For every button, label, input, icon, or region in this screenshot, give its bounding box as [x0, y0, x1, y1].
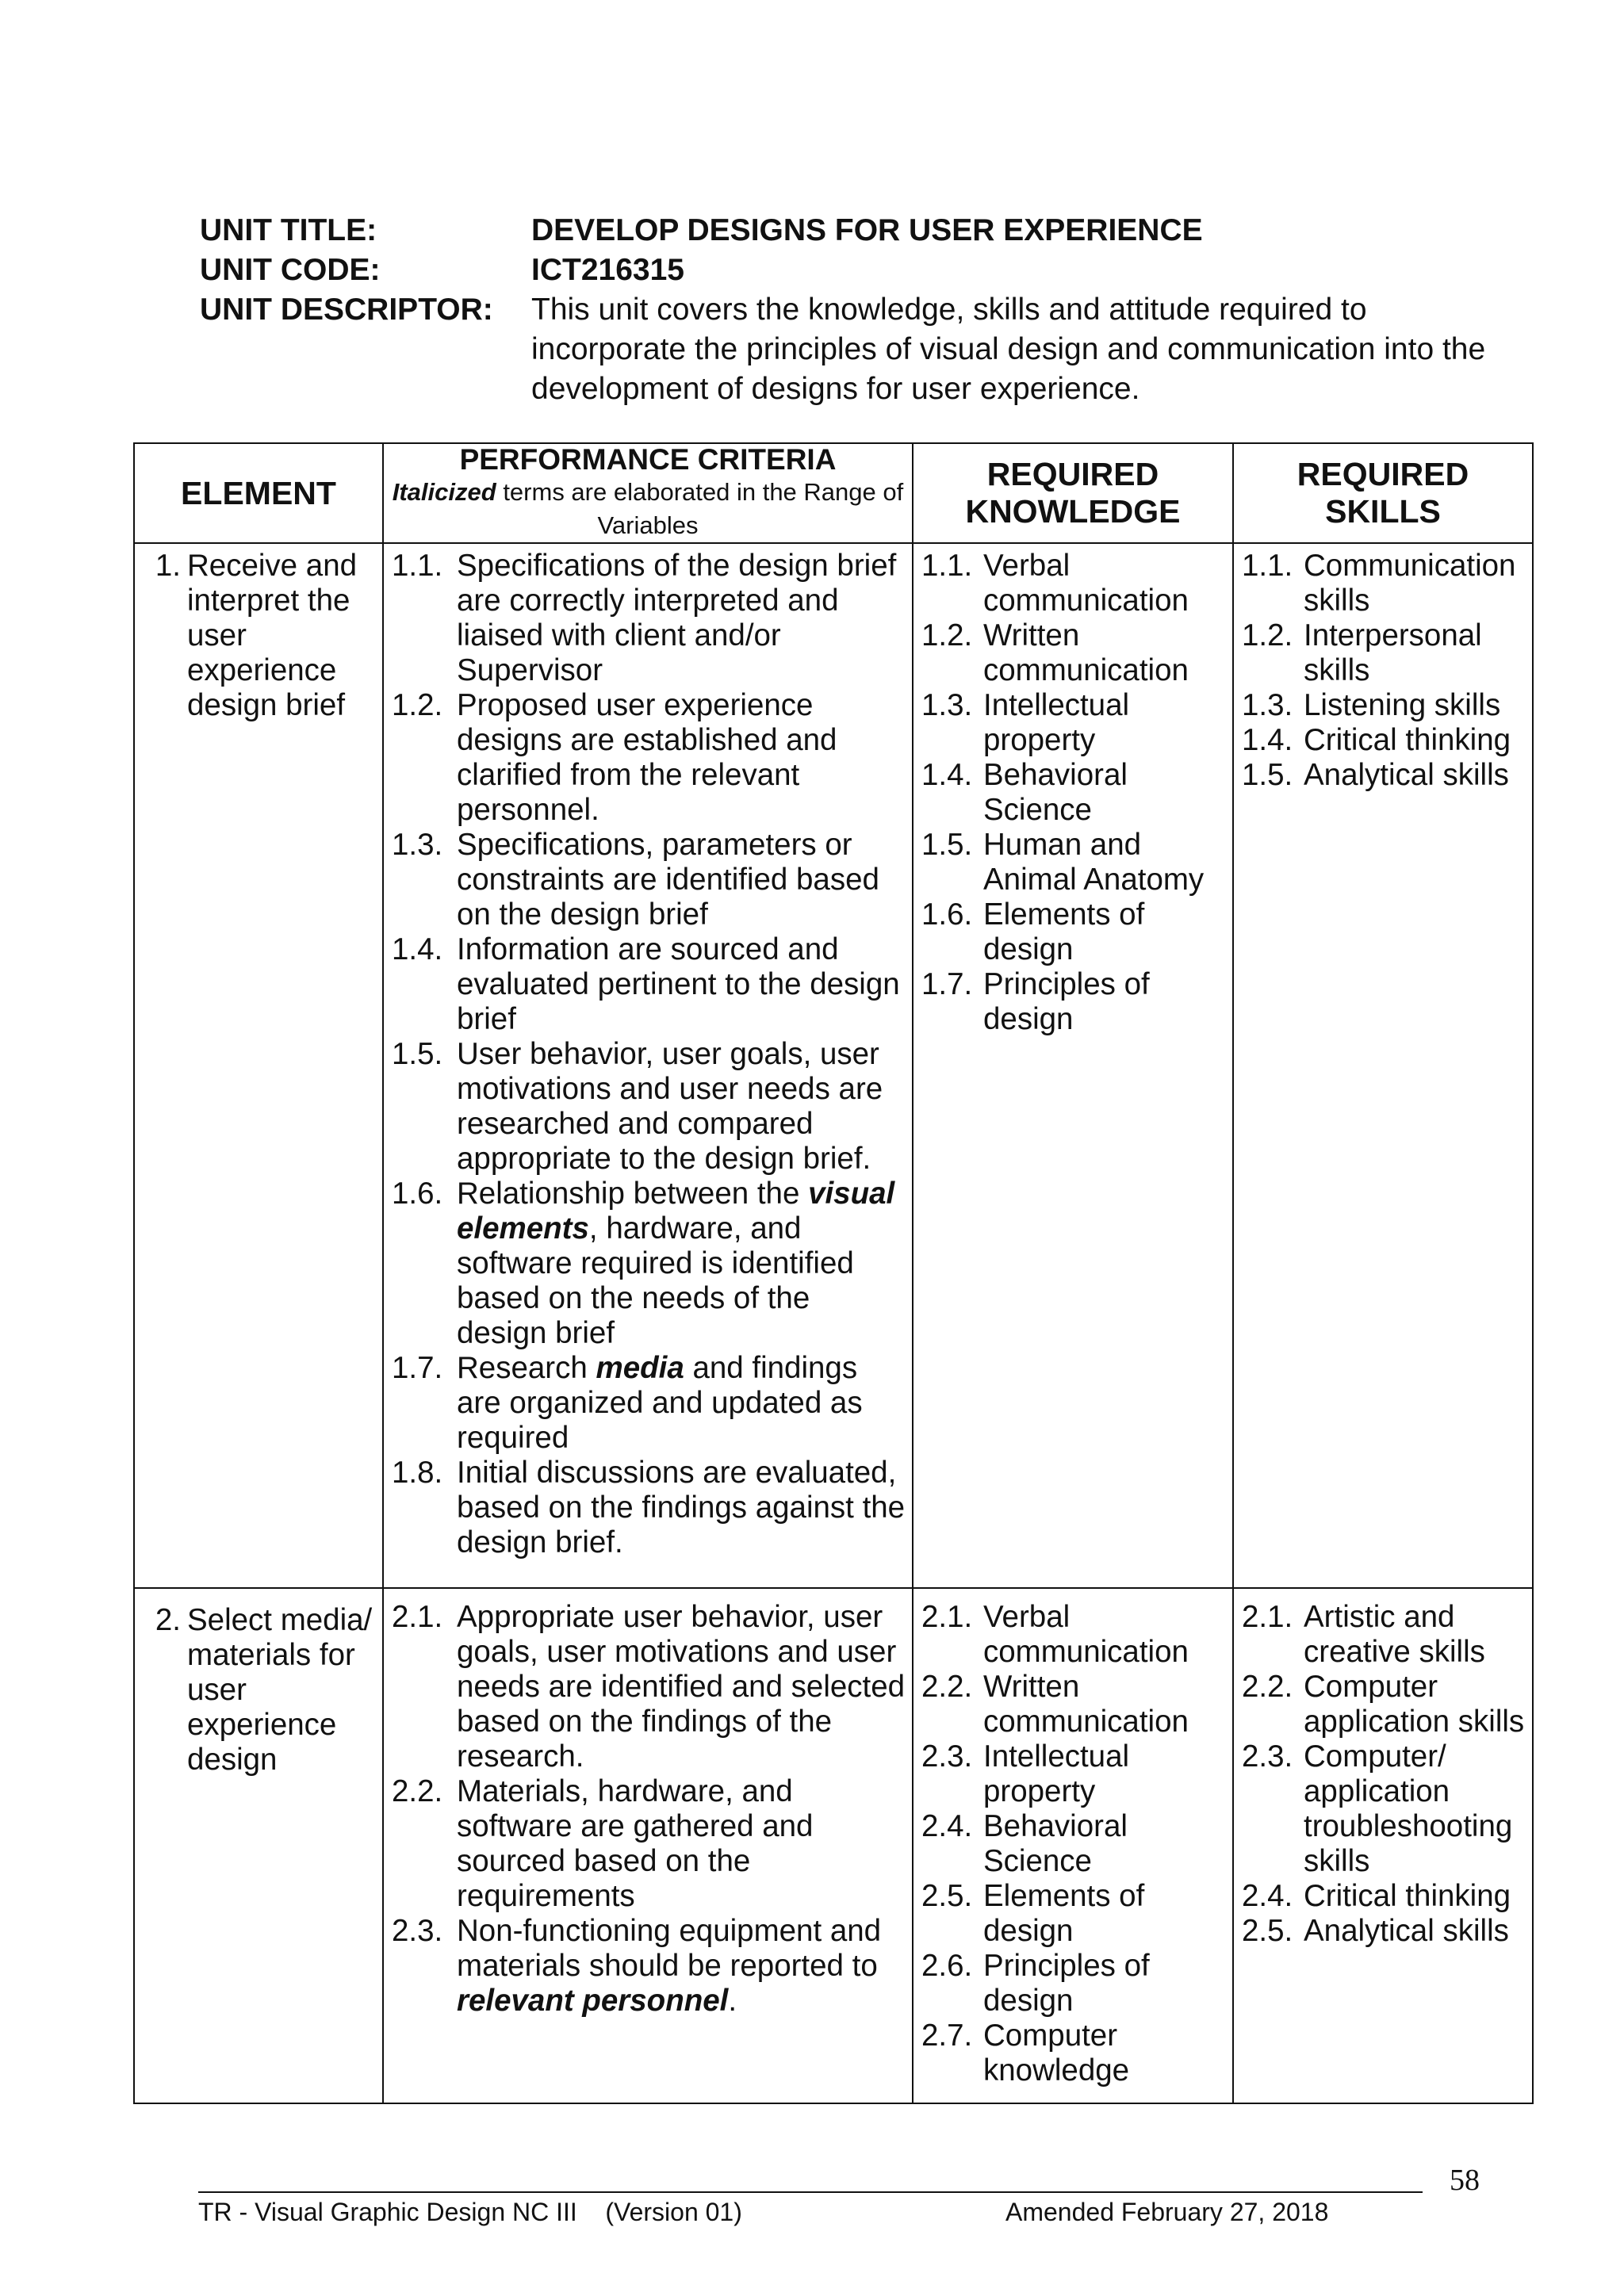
criterion-item-text: Information are sourced and evaluated pertinent to the design brief: [457, 932, 900, 1036]
header-pc-title: PERFORMANCE CRITERIA: [459, 443, 837, 476]
knowledge-item-number: 1.3.: [921, 688, 973, 722]
knowledge-cell: [913, 543, 1233, 1588]
criterion-item-number: 1.1.: [392, 549, 443, 583]
range-of-variables-term: media: [596, 1351, 684, 1385]
performance-criteria-cell: [383, 543, 913, 1588]
skills-cell-list: [1242, 1600, 1527, 1949]
table-header-row: [134, 443, 1533, 543]
unit-descriptor-label: UNIT DESCRIPTOR:: [200, 293, 493, 327]
competency-table: [133, 442, 1534, 2104]
knowledge-item-text: Written communication: [983, 618, 1189, 687]
header-pc-subtitle: [384, 476, 912, 542]
skill-item-number: 2.3.: [1242, 1739, 1293, 1774]
knowledge-item: [921, 549, 1228, 618]
knowledge-item-text: Human and Animal Anatomy: [983, 828, 1205, 897]
criterion-item-text: Appropriate user behavior, user goals, user motivations and user needs are identified and selected based on the findings of the research.: [457, 1600, 906, 1774]
performance-criteria-cell-list: [392, 1600, 907, 2019]
header-element: ELEMENT: [134, 443, 383, 543]
knowledge-item-number: 2.2.: [921, 1670, 973, 1704]
footer-document-title: TR - Visual Graphic Design NC III (Version 01): [198, 2198, 742, 2226]
skill-item-number: 1.5.: [1242, 758, 1293, 792]
knowledge-item: [921, 1670, 1228, 1739]
criterion-item-text-pre: Relationship between the: [457, 1177, 809, 1211]
skill-item: [1242, 549, 1527, 618]
range-of-variables-term: visual elements: [457, 1177, 895, 1246]
knowledge-item: [921, 967, 1228, 1037]
unit-descriptor-row: [200, 290, 1508, 409]
knowledge-item-text: Intellectual property: [983, 1739, 1130, 1808]
skill-item: [1242, 618, 1527, 688]
unit-header: [200, 211, 1508, 409]
knowledge-item-number: 1.6.: [921, 897, 973, 932]
skill-item: [1242, 1670, 1527, 1739]
knowledge-item-text: Verbal communication: [983, 1600, 1189, 1669]
header-pc-italic-word: Italicized: [392, 478, 496, 506]
element-text: Select media/ materials for user experience design: [187, 1603, 373, 1777]
element-cell: [134, 543, 383, 1588]
knowledge-cell-list: [921, 549, 1228, 1037]
knowledge-item-number: 1.1.: [921, 549, 973, 583]
skills-cell-list: [1242, 549, 1527, 793]
criterion-item-number: 2.3.: [392, 1914, 443, 1948]
knowledge-item-number: 2.6.: [921, 1949, 973, 1983]
criterion-item-text: Proposed user experience designs are established and clarified from the relevant personnel.: [457, 688, 837, 827]
table-row: [134, 543, 1533, 1588]
criterion-item: [392, 1351, 907, 1456]
element-number: 1.: [155, 549, 181, 583]
knowledge-item-text: Principles of design: [983, 967, 1150, 1036]
knowledge-item: [921, 618, 1228, 688]
range-of-variables-term: relevant personnel: [457, 1984, 729, 2018]
criterion-item-number: 1.7.: [392, 1351, 443, 1385]
knowledge-item-text: Intellectual property: [983, 688, 1130, 757]
skill-item: [1242, 1600, 1527, 1670]
element-number: 2.: [155, 1603, 181, 1637]
skills-cell: [1233, 543, 1533, 1588]
skills-cell: [1233, 1588, 1533, 2103]
knowledge-item: [921, 828, 1228, 897]
knowledge-item-number: 1.7.: [921, 967, 973, 1001]
header-performance-criteria: [383, 443, 913, 543]
criterion-item-text: Materials, hardware, and software are gathered and sourced based on the requirements: [457, 1774, 814, 1913]
knowledge-cell-list: [921, 1600, 1228, 2088]
skill-item: [1242, 688, 1527, 723]
knowledge-item-number: 2.1.: [921, 1600, 973, 1634]
unit-title-value: DEVELOP DESIGNS FOR USER EXPERIENCE: [531, 213, 1203, 247]
skill-item-number: 1.3.: [1242, 688, 1293, 722]
footer-divider: [198, 2191, 1423, 2193]
skill-item-text: Analytical skills: [1304, 1914, 1509, 1948]
table-body: [134, 543, 1533, 2103]
criterion-item: [392, 828, 907, 932]
skill-item-text: Communication skills: [1304, 549, 1516, 618]
criterion-item-text-pre: Research: [457, 1351, 596, 1385]
knowledge-item-number: 1.4.: [921, 758, 973, 792]
skill-item-text: Listening skills: [1304, 688, 1501, 722]
knowledge-item: [921, 897, 1228, 967]
criterion-item-text-post: , hardware, and software required is identified based on the needs of the design brief: [457, 1211, 863, 1350]
criterion-item: [392, 688, 907, 828]
skill-item-number: 2.1.: [1242, 1600, 1293, 1634]
knowledge-item-number: 2.7.: [921, 2019, 973, 2053]
criterion-item: [392, 1774, 907, 1914]
criterion-item-text: Initial discussions are evaluated, based on the findings against the design brief.: [457, 1456, 906, 1559]
skill-item-number: 2.5.: [1242, 1914, 1293, 1948]
knowledge-item-text: Elements of design: [983, 1879, 1145, 1948]
skill-item: [1242, 1914, 1527, 1949]
criterion-item: [392, 1456, 907, 1560]
criterion-item-number: 2.2.: [392, 1774, 443, 1808]
knowledge-item: [921, 1600, 1228, 1670]
criterion-item-text-pre: Non-functioning equipment and materials should be reported to: [457, 1914, 890, 1983]
header-pc-subtitle-rest: terms are elaborated in the Range of Variables: [503, 478, 904, 539]
knowledge-cell: [913, 1588, 1233, 2103]
unit-code-value: ICT216315: [531, 253, 684, 287]
criterion-item: [392, 549, 907, 688]
criterion-item-text-post: and findings are organized and updated as required: [457, 1351, 871, 1455]
criterion-item-number: 1.2.: [392, 688, 443, 722]
knowledge-item-number: 1.5.: [921, 828, 973, 862]
criterion-item-number: 1.3.: [392, 828, 443, 862]
element-item: [135, 544, 382, 737]
knowledge-item-text: Behavioral Science: [983, 1809, 1128, 1878]
criterion-item-text: Specifications of the design brief are correctly interpreted and liaised with client and/or Supervisor: [457, 549, 897, 687]
criterion-item-text: Specifications, parameters or constraints are identified based on the design brief: [457, 828, 879, 932]
criterion-item: [392, 932, 907, 1037]
knowledge-item-text: Principles of design: [983, 1949, 1150, 2018]
knowledge-item: [921, 1809, 1228, 1879]
criterion-item-number: 1.5.: [392, 1037, 443, 1071]
criterion-item-number: 1.4.: [392, 932, 443, 966]
criterion-item-text: [457, 1914, 907, 2019]
knowledge-item-number: 2.4.: [921, 1809, 973, 1843]
criterion-item-text: [457, 1177, 907, 1351]
knowledge-item-number: 1.2.: [921, 618, 973, 652]
header-skills-label: REQUIRED SKILLS: [1297, 456, 1469, 530]
knowledge-item: [921, 688, 1228, 758]
header-required-knowledge: [913, 443, 1233, 543]
criterion-item-text-post: .: [728, 1984, 737, 2018]
skill-item-text: Critical thinking: [1304, 723, 1511, 757]
page-number: 58: [1450, 2164, 1480, 2197]
performance-criteria-cell-list: [392, 549, 907, 1560]
unit-descriptor-value: This unit covers the knowledge, skills and attitude required to incorporate the principles of visual design and communication into the development of designs for user experience.: [531, 293, 1486, 406]
skill-item-text: Critical thinking: [1304, 1879, 1511, 1913]
unit-code-row: [200, 251, 1508, 290]
unit-code-label: UNIT CODE:: [200, 253, 381, 287]
knowledge-item: [921, 1879, 1228, 1949]
skill-item: [1242, 723, 1527, 758]
knowledge-item-text: Verbal communication: [983, 549, 1189, 618]
footer-amended-date: Amended February 27, 2018: [1005, 2198, 1329, 2226]
knowledge-item-text: Elements of design: [983, 897, 1145, 966]
skill-item-number: 1.1.: [1242, 549, 1293, 583]
skill-item-number: 2.2.: [1242, 1670, 1293, 1704]
skill-item-text: Interpersonal skills: [1304, 618, 1482, 687]
knowledge-item-text: Written communication: [983, 1670, 1189, 1739]
knowledge-item: [921, 2019, 1228, 2088]
table-row: [134, 1588, 1533, 2103]
criterion-item: [392, 1600, 907, 1774]
skill-item-text: Computer application skills: [1304, 1670, 1525, 1739]
header-required-skills: [1233, 443, 1533, 543]
criterion-item: [392, 1914, 907, 2019]
element-text: Receive and interpret the user experience design brief: [187, 549, 358, 722]
knowledge-item: [921, 1739, 1228, 1809]
knowledge-item-text: Behavioral Science: [983, 758, 1128, 827]
criterion-item-text: User behavior, user goals, user motivations and user needs are researched and compared appropriate to the design brief.: [457, 1037, 883, 1176]
skill-item-number: 1.4.: [1242, 723, 1293, 757]
criterion-item: [392, 1037, 907, 1177]
skill-item: [1242, 1879, 1527, 1914]
unit-title-label: UNIT TITLE:: [200, 213, 377, 247]
criterion-item-number: 1.6.: [392, 1177, 443, 1211]
skill-item: [1242, 1739, 1527, 1879]
criterion-item-number: 2.1.: [392, 1600, 443, 1634]
skill-item-text: Computer/ application troubleshooting skills: [1304, 1739, 1513, 1878]
header-knowledge-label: REQUIRED KNOWLEDGE: [965, 456, 1181, 530]
element-cell: [134, 1588, 383, 2103]
criterion-item: [392, 1177, 907, 1351]
skill-item-number: 2.4.: [1242, 1879, 1293, 1913]
skill-item-number: 1.2.: [1242, 618, 1293, 652]
knowledge-item-number: 2.3.: [921, 1739, 973, 1774]
element-item: [135, 1589, 382, 1792]
knowledge-item-number: 2.5.: [921, 1879, 973, 1913]
skill-item-text: Analytical skills: [1304, 758, 1509, 792]
performance-criteria-cell: [383, 1588, 913, 2103]
criterion-item-number: 1.8.: [392, 1456, 443, 1490]
criterion-item-text: [457, 1351, 907, 1456]
skill-item-text: Artistic and creative skills: [1304, 1600, 1485, 1669]
knowledge-item: [921, 758, 1228, 828]
skill-item: [1242, 758, 1527, 793]
knowledge-item: [921, 1949, 1228, 2019]
knowledge-item-text: Computer knowledge: [983, 2019, 1130, 2087]
unit-title-row: [200, 211, 1508, 251]
